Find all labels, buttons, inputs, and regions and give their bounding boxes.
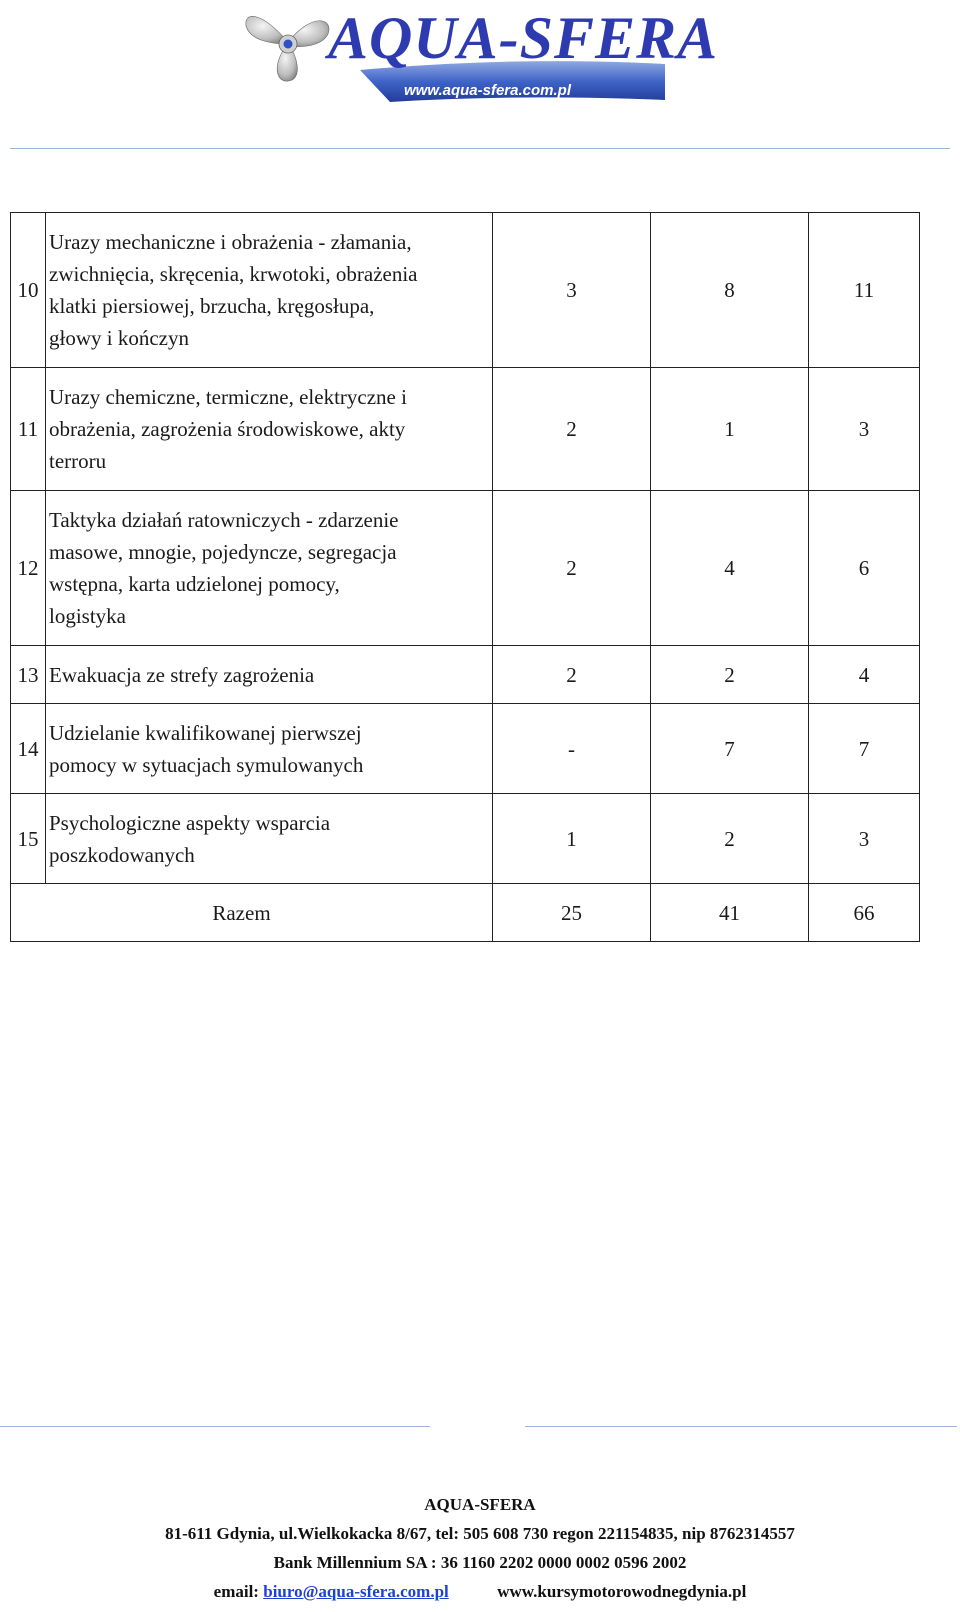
hours-cell-b: 2 (651, 794, 809, 884)
row-number: 15 (11, 794, 46, 884)
description-line: masowe, mnogie, pojedyncze, segregacja (49, 540, 397, 564)
row-number: 10 (11, 213, 46, 368)
hours-cell-a: 2 (493, 491, 651, 646)
row-description (46, 491, 493, 646)
table-row (11, 213, 920, 368)
hours-cell-c: 7 (809, 704, 920, 794)
description-line: zwichnięcia, skręcenia, krwotoki, obrażenia (49, 262, 418, 286)
footer (0, 1490, 960, 1606)
hours-cell-b: 4 (651, 491, 809, 646)
propeller-icon (246, 16, 329, 81)
footer-address: 81-611 Gdynia, ul.Wielkokacka 8/67, tel: 505 608 730 regon 221154835, nip 8762314557 (165, 1524, 795, 1543)
table-row (11, 794, 920, 884)
hours-cell-b: 2 (651, 646, 809, 704)
row-description (46, 794, 493, 884)
total-cell-c: 66 (809, 884, 920, 942)
table-row (11, 646, 920, 704)
logo-url: www.aqua-sfera.com.pl (404, 82, 571, 99)
footer-email-link[interactable]: biuro@aqua-sfera.com.pl (263, 1582, 449, 1601)
hours-cell-a: 3 (493, 213, 651, 368)
hours-cell-b: 1 (651, 368, 809, 491)
hours-cell-c: 6 (809, 491, 920, 646)
footer-company: AQUA-SFERA (424, 1495, 536, 1514)
hours-cell-a: 1 (493, 794, 651, 884)
description-line: Psychologiczne aspekty wsparcia (49, 810, 331, 835)
footer-website[interactable]: www.kursymotorowodnegdynia.pl (497, 1582, 747, 1601)
row-number: 13 (11, 646, 46, 704)
logo-text: AQUA-SFERA (328, 5, 719, 71)
description-line: logistyka (49, 604, 126, 628)
header-divider (10, 148, 950, 149)
hours-cell-b: 7 (651, 704, 809, 794)
description-line: Taktyka działań ratowniczych - zdarzenie (49, 508, 399, 532)
description-line: Urazy chemiczne, termiczne, elektryczne i (49, 385, 407, 409)
description-line: pomocy w sytuacjach symulowanych (49, 752, 364, 777)
row-description (46, 368, 493, 491)
row-number: 14 (11, 704, 46, 794)
hours-cell-c: 3 (809, 794, 920, 884)
table-row (11, 368, 920, 491)
description-line: obrażenia, zagrożenia środowiskowe, akty (49, 417, 406, 441)
row-description (46, 213, 493, 368)
footer-bank: Bank Millennium SA : 36 1160 2202 0000 0002 0596 2002 (273, 1553, 687, 1572)
description-line: klatki piersiowej, brzucha, kręgosłupa, (49, 294, 375, 318)
footer-divider-left (0, 1426, 430, 1427)
total-label: Razem (11, 884, 493, 942)
company-logo (240, 4, 719, 106)
description-line: Ewakuacja ze strefy zagrożenia (49, 662, 315, 687)
description-line: terroru (49, 449, 107, 473)
hours-cell-a: 2 (493, 646, 651, 704)
total-row (11, 884, 920, 942)
description-line: głowy i kończyn (49, 326, 189, 350)
row-number: 12 (11, 491, 46, 646)
table-row (11, 704, 920, 794)
footer-contact (0, 1577, 960, 1606)
curriculum-table (10, 212, 920, 942)
footer-divider-right (525, 1426, 957, 1427)
total-cell-a: 25 (493, 884, 651, 942)
hours-cell-c: 3 (809, 368, 920, 491)
table-row (11, 491, 920, 646)
row-description (46, 646, 493, 704)
description-line: poszkodowanych (49, 842, 195, 867)
hours-cell-c: 11 (809, 213, 920, 368)
hours-cell-c: 4 (809, 646, 920, 704)
description-line: Udzielanie kwalifikowanej pierwszej (49, 720, 362, 745)
footer-email-label: email: (213, 1582, 259, 1601)
row-number: 11 (11, 368, 46, 491)
description-line: wstępna, karta udzielonej pomocy, (49, 572, 340, 596)
description-line: Urazy mechaniczne i obrażenia - złamania, (49, 230, 412, 254)
hours-cell-a: - (493, 704, 651, 794)
row-description (46, 704, 493, 794)
hours-cell-b: 8 (651, 213, 809, 368)
hours-cell-a: 2 (493, 368, 651, 491)
total-cell-b: 41 (651, 884, 809, 942)
